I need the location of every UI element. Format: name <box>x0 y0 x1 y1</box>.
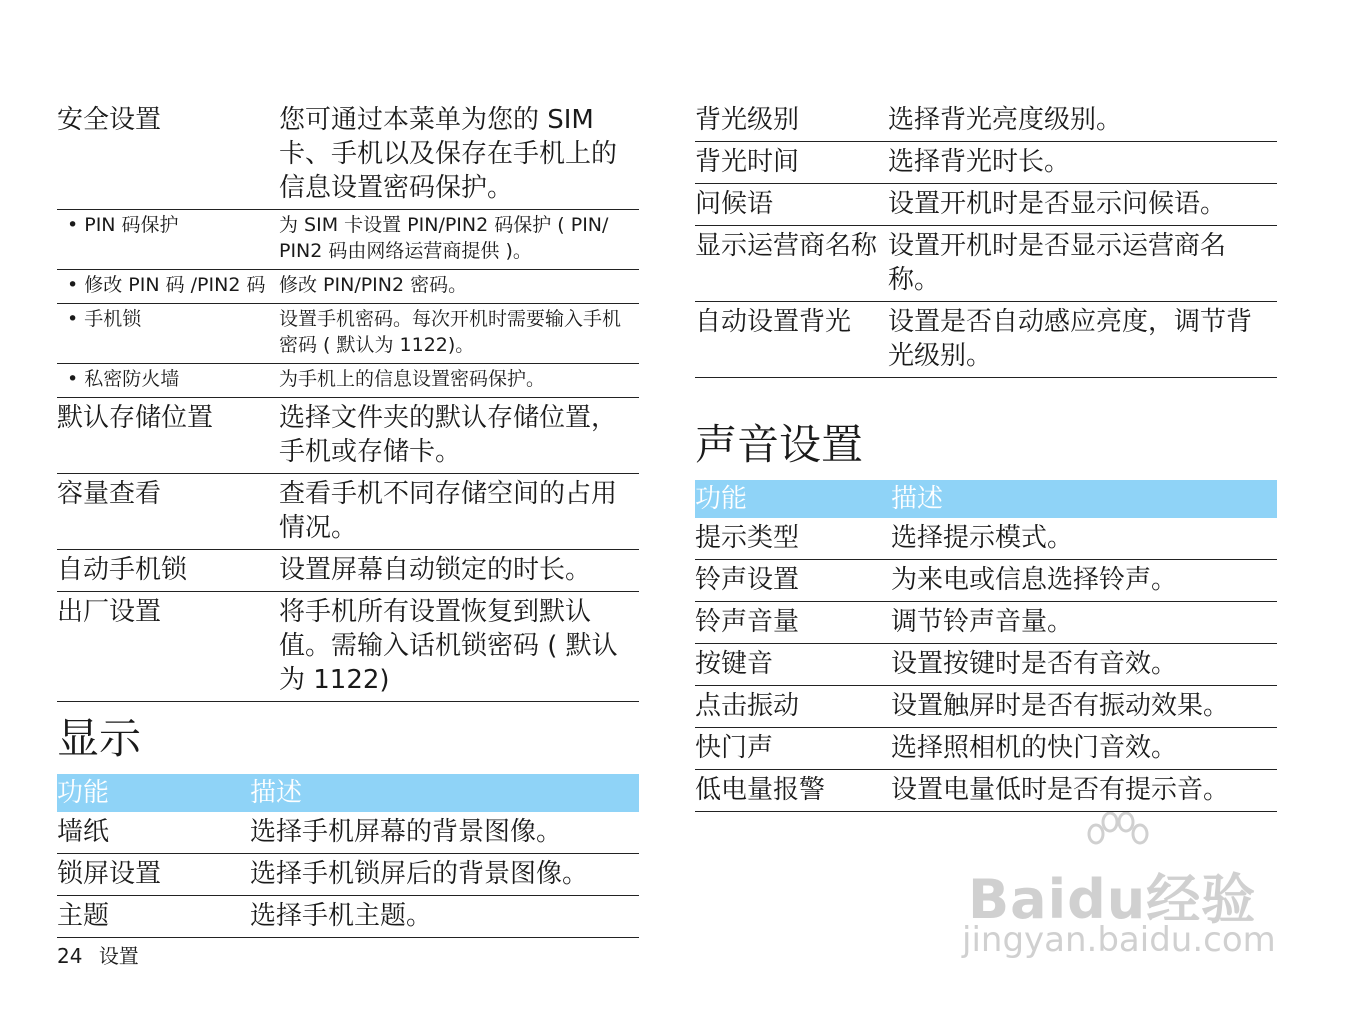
left-column <box>57 100 639 938</box>
description-cell: 查看手机不同存储空间的占用情况。 <box>279 479 618 543</box>
description-cell: 修改 PIN/PIN2 密码。 <box>279 274 468 296</box>
description-cell: 将手机所有设置恢复到默认值。需输入话机锁密码 ( 默认为 1122) <box>279 597 618 695</box>
table-header <box>57 774 639 812</box>
page-footer <box>57 940 149 969</box>
description-cell: 设置是否自动感应亮度，调节背光级别。 <box>888 307 1253 371</box>
description-cell: 选择照相机的快门音效。 <box>891 733 1178 763</box>
description-cell: 设置屏幕自动锁定的时长。 <box>279 555 592 585</box>
header-description: 描述 <box>891 484 944 514</box>
table-row <box>695 226 1277 302</box>
sound-section-title: 声音设置 <box>695 420 864 469</box>
description-cell: 选择手机锁屏后的背景图像。 <box>250 859 589 889</box>
feature-cell: 出厂设置 <box>57 597 162 627</box>
table-row <box>57 474 639 550</box>
page-number: 24 <box>57 944 83 968</box>
table-row <box>695 644 1277 686</box>
description-cell: 您可通过本菜单为您的 SIM 卡、手机以及保存在手机上的信息设置密码保护。 <box>279 105 618 203</box>
feature-cell: 提示类型 <box>695 523 800 553</box>
feature-cell: 低电量报警 <box>695 775 826 805</box>
description-cell: 为手机上的信息设置密码保护。 <box>279 368 546 390</box>
table-row <box>695 184 1277 226</box>
feature-cell: 背光时间 <box>695 147 800 177</box>
feature-cell: 容量查看 <box>57 479 162 509</box>
table-row <box>57 364 639 398</box>
description-cell: 选择手机屏幕的背景图像。 <box>250 817 563 847</box>
table-row <box>695 686 1277 728</box>
description-cell: 选择提示模式。 <box>891 523 1074 553</box>
feature-cell: 背光级别 <box>695 105 800 135</box>
feature-cell: 显示运营商名称 <box>695 231 878 261</box>
description-cell: 选择手机主题。 <box>250 901 433 931</box>
table-row <box>57 550 639 592</box>
display-settings-table-continued <box>695 100 1277 378</box>
feature-cell: 主题 <box>57 901 110 931</box>
feature-cell: 锁屏设置 <box>57 859 162 889</box>
table-row <box>57 896 639 938</box>
table-row <box>695 302 1277 378</box>
feature-cell: 铃声音量 <box>695 607 800 637</box>
description-cell: 调节铃声音量。 <box>891 607 1074 637</box>
description-cell: 设置开机时是否显示运营商名称。 <box>888 231 1227 295</box>
table-row <box>695 142 1277 184</box>
header-description: 描述 <box>250 778 303 808</box>
header-feature: 功能 <box>57 778 110 808</box>
table-row <box>57 398 639 474</box>
table-row <box>57 304 639 364</box>
description-cell: 为来电或信息选择铃声。 <box>891 565 1178 595</box>
security-settings-table <box>57 100 639 702</box>
sound-settings-table <box>695 480 1277 812</box>
header-feature: 功能 <box>695 484 748 514</box>
table-row <box>695 518 1277 560</box>
description-cell: 为 SIM 卡设置 PIN/PIN2 码保护 ( PIN/ PIN2 码由网络运营商提供 )。 <box>279 214 609 262</box>
feature-cell: 按键音 <box>695 649 774 679</box>
watermark-logo-text: Baidu经验 <box>968 868 1257 931</box>
feature-cell: 问候语 <box>695 189 774 219</box>
feature-cell: • PIN 码保护 <box>67 214 179 236</box>
table-row <box>695 602 1277 644</box>
table-row <box>695 560 1277 602</box>
table-row <box>695 728 1277 770</box>
description-cell: 设置电量低时是否有提示音。 <box>891 775 1230 805</box>
feature-cell: 墙纸 <box>57 817 110 847</box>
feature-cell: • 修改 PIN 码 /PIN2 码 <box>67 274 266 296</box>
feature-cell: 自动手机锁 <box>57 555 188 585</box>
table-row <box>57 210 639 270</box>
display-settings-table <box>57 774 639 938</box>
feature-cell: • 私密防火墙 <box>67 368 180 390</box>
table-row <box>57 100 639 210</box>
feature-cell: • 手机锁 <box>67 308 142 330</box>
description-cell: 设置开机时是否显示问候语。 <box>888 189 1227 219</box>
feature-cell: 默认存储位置 <box>57 403 214 433</box>
table-row <box>57 592 639 702</box>
table-row <box>57 854 639 896</box>
footer-section-name: 设置 <box>98 944 139 968</box>
table-row <box>57 812 639 854</box>
feature-cell: 安全设置 <box>57 105 162 135</box>
description-cell: 选择文件夹的默认存储位置，手机或存储卡。 <box>279 403 618 467</box>
feature-cell: 点击振动 <box>695 691 800 721</box>
description-cell: 设置按键时是否有音效。 <box>891 649 1178 679</box>
display-section-title: 显示 <box>57 714 142 763</box>
description-cell: 设置触屏时是否有振动效果。 <box>891 691 1230 721</box>
table-row <box>57 270 639 304</box>
watermark-url: jingyan.baidu.com <box>962 920 1276 960</box>
feature-cell: 自动设置背光 <box>695 307 852 337</box>
feature-cell: 铃声设置 <box>695 565 800 595</box>
feature-cell: 快门声 <box>695 733 774 763</box>
table-row <box>695 770 1277 812</box>
description-cell: 选择背光亮度级别。 <box>888 105 1123 135</box>
right-column <box>695 100 1277 812</box>
description-cell: 设置手机密码。每次开机时需要输入手机密码 ( 默认为 1122)。 <box>279 308 622 356</box>
table-header <box>695 480 1277 518</box>
table-row <box>695 100 1277 142</box>
description-cell: 选择背光时长。 <box>888 147 1071 177</box>
